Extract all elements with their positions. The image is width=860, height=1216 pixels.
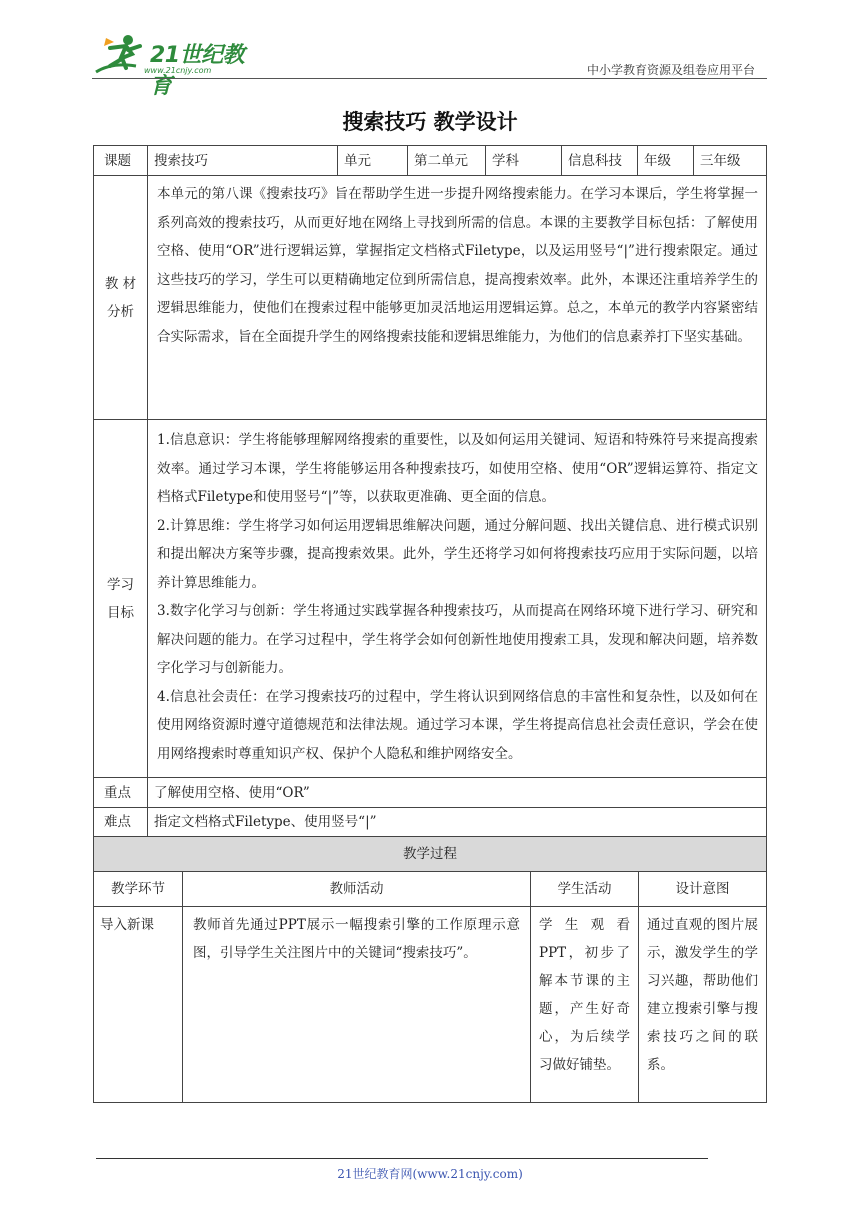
grade-label: 年级 <box>638 146 694 176</box>
analysis-label-line2: 分析 <box>107 303 134 320</box>
column-header: 教师活动 <box>183 872 531 907</box>
table-row <box>94 907 767 1103</box>
subject-value: 信息科技 <box>562 146 638 176</box>
analysis-label-line1: 教 材 <box>104 275 137 292</box>
lesson-info-table <box>93 145 767 837</box>
goals-label <box>94 420 148 778</box>
column-header: 教学环节 <box>94 872 183 907</box>
analysis-row <box>94 176 767 420</box>
goal-item: 1.信息意识：学生将能够理解网络搜索的重要性，以及如何运用关键词、短语和特殊符号来提高搜索效率。通过学习本课，学生将能够运用各种搜索技巧，如使用空格、使用“OR”逻辑运算符、指定文档格式Filetype和使用竖号“|”等，以获取更准确、更全面的信息。 <box>157 432 758 505</box>
grade-value: 三年级 <box>694 146 767 176</box>
platform-name: 中小学教育资源及组卷应用平台 <box>586 63 755 77</box>
goals-row <box>94 420 767 778</box>
process-header-row <box>94 872 767 907</box>
unit-value: 第二单元 <box>408 146 486 176</box>
goal-item: 3.数字化学习与创新：学生将通过实践掌握各种搜索技巧，从而提高在网络环境下进行学习、研究和解决问题的能力。在学习过程中，学生将学会如何创新性地使用搜索工具，发现和解决问题，培养数字化学习与创新能力。 <box>157 603 758 676</box>
teacher-activity-cell: 教师首先通过PPT展示一幅搜索引擎的工作原理示意图，引导学生关注图片中的关键词“搜索技巧”。 <box>183 907 531 1103</box>
analysis-text: 本单元的第八课《搜索技巧》旨在帮助学生进一步提升网络搜索能力。在学习本课后，学生将掌握一系列高效的搜索技巧，从而更好地在网络上寻找到所需的信息。本课的主要教学目标包括：了解使用空格、使用“OR”进行逻辑运算，掌握指定文档格式Filetype，以及运用竖号“|”进行搜索限定。通过这些技巧的学习，学生可以更精确地定位到所需信息，提高搜索效率。此外，本课还注重培养学生的逻辑思维能力，使他们在搜索过程中能够更加灵活地运用逻辑运算。总之，本单元的教学内容紧密结合实际需求，旨在全面提升学生的网络搜索技能和逻辑思维能力，为他们的信息素养打下坚实基础。 <box>148 176 767 420</box>
header-divider <box>92 78 767 79</box>
footer-divider <box>96 1158 708 1159</box>
subject-label: 学科 <box>486 146 562 176</box>
info-row <box>94 146 767 176</box>
key-point-label: 重点 <box>94 778 148 808</box>
difficulty-text: 指定文档格式Filetype、使用竖号“|” <box>148 808 767 837</box>
page-title: 搜索技巧 教学设计 <box>342 110 518 134</box>
logo[interactable] <box>92 30 262 99</box>
key-point-row <box>94 778 767 808</box>
topic-value: 搜索技巧 <box>148 146 338 176</box>
difficulty-row <box>94 808 767 837</box>
design-intent-cell: 通过直观的图片展示，激发学生的学习兴趣，帮助他们建立搜索引擎与搜索技巧之间的联系。 <box>639 907 767 1103</box>
goal-item: 4.信息社会责任：在学习搜索技巧的过程中，学生将认识到网络信息的丰富性和复杂性，以及如何在使用网络资源时遵守道德规范和法律法规。通过学习本课，学生将提高信息社会责任意识，学会在使用网络搜索时尊重知识产权、保护个人隐私和维护网络安全。 <box>157 688 758 762</box>
process-title-row <box>94 837 767 872</box>
difficulty-label: 难点 <box>94 808 148 837</box>
footer-link[interactable]: 21世纪教育网(www.21cnjy.com) <box>337 1167 523 1181</box>
analysis-label <box>94 176 148 420</box>
stage-cell: 导入新课 <box>94 907 183 1103</box>
process-title: 教学过程 <box>94 837 767 872</box>
goals-label-line2: 目标 <box>107 604 134 621</box>
goals-label-line1: 学习 <box>107 576 134 593</box>
column-header: 学生活动 <box>531 872 639 907</box>
unit-label: 单元 <box>338 146 408 176</box>
logo-url: www.21cnjy.com <box>144 66 212 75</box>
runner-logo-icon <box>92 32 152 78</box>
column-header: 设计意图 <box>639 872 767 907</box>
goals-text <box>148 420 767 778</box>
teaching-process-table <box>93 836 767 1103</box>
topic-label: 课题 <box>94 146 148 176</box>
logo-text: 21世纪教育 <box>150 43 245 99</box>
goal-item: 2.计算思维：学生将学习如何运用逻辑思维解决问题，通过分解问题、找出关键信息、进行模式识别和提出解决方案等步骤，提高搜索效果。此外，学生还将学习如何将搜索技巧应用于实际问题，以培养计算思维能力。 <box>157 517 758 591</box>
student-activity-cell: 学生观看PPT，初步了解本节课的主题，产生好奇心，为后续学习做好铺垫。 <box>531 907 639 1103</box>
page-header <box>92 30 767 99</box>
key-point-text: 了解使用空格、使用“OR” <box>148 778 767 808</box>
